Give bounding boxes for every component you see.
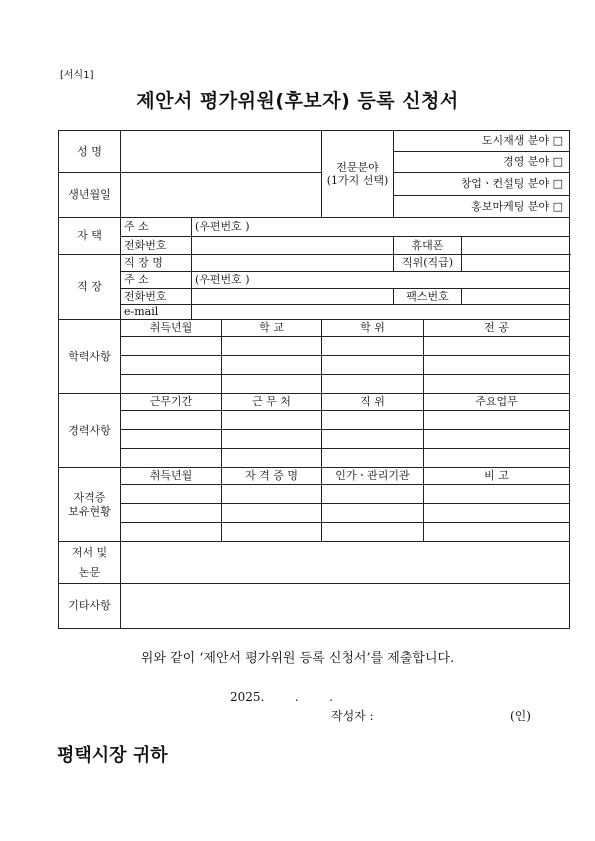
- home-label: 자 택: [59, 218, 121, 255]
- birth-date-label: 생년월일: [59, 173, 121, 218]
- education-header: 전 공: [424, 320, 570, 337]
- education-cell[interactable]: [322, 337, 424, 356]
- education-label: 학력사항: [59, 320, 121, 394]
- certification-label-line1: 자격증: [73, 491, 106, 505]
- name-label: 성 명: [59, 131, 121, 173]
- specialty-label: [322, 131, 394, 218]
- certification-header: 자 격 증 명: [222, 468, 322, 485]
- education-cell[interactable]: [121, 356, 222, 375]
- work-address-label: 주 소: [121, 272, 192, 289]
- education-cell[interactable]: [424, 356, 570, 375]
- work-label: 직 장: [59, 255, 121, 320]
- certification-cell[interactable]: [322, 485, 424, 504]
- career-cell[interactable]: [322, 411, 424, 430]
- home-phone-label: 전화번호: [121, 237, 192, 255]
- mobile-label: 휴대폰: [394, 237, 462, 255]
- publications-label-line1: 저서 및: [71, 545, 108, 559]
- education-row: [59, 375, 570, 394]
- education-cell[interactable]: [424, 375, 570, 394]
- birth-date-field[interactable]: [121, 173, 322, 218]
- certification-cell[interactable]: [121, 504, 222, 523]
- certification-cell[interactable]: [424, 504, 570, 523]
- career-row: [59, 411, 570, 430]
- education-cell[interactable]: [222, 337, 322, 356]
- employer-field[interactable]: [192, 255, 394, 272]
- education-header: 학 교: [222, 320, 322, 337]
- email-field[interactable]: [192, 305, 570, 320]
- career-cell[interactable]: [322, 449, 424, 468]
- submission-date[interactable]: 2025. . .: [230, 690, 334, 704]
- certification-row: [59, 485, 570, 504]
- career-label: 경력사항: [59, 394, 121, 468]
- other-field[interactable]: [121, 584, 570, 629]
- career-cell[interactable]: [424, 411, 570, 430]
- education-row: [59, 356, 570, 375]
- work-phone-label: 전화번호: [121, 289, 192, 305]
- publications-label-line2: 논문: [78, 565, 101, 579]
- education-cell[interactable]: [222, 375, 322, 394]
- specialty-option-startup-consulting[interactable]: 창업ㆍ컨설팅 분야 □: [394, 173, 570, 196]
- position-label: 직위(직급): [394, 255, 462, 272]
- certification-cell[interactable]: [424, 523, 570, 542]
- certification-cell[interactable]: [121, 485, 222, 504]
- certification-header: 취득년월: [121, 468, 222, 485]
- education-cell[interactable]: [121, 337, 222, 356]
- career-cell[interactable]: [424, 449, 570, 468]
- home-address-field[interactable]: (우편번호 ): [192, 218, 570, 237]
- fax-label: 팩스번호: [394, 289, 462, 305]
- career-row: [59, 430, 570, 449]
- education-cell[interactable]: [121, 375, 222, 394]
- specialty-label-text: 전문분야: [336, 160, 379, 174]
- career-header: 근무기간: [121, 394, 222, 411]
- mobile-field[interactable]: [462, 237, 570, 255]
- name-field[interactable]: [121, 131, 322, 173]
- seal-label: (인): [510, 709, 531, 723]
- registration-form-table: [58, 130, 570, 629]
- career-cell[interactable]: [121, 449, 222, 468]
- education-header: 학 위: [322, 320, 424, 337]
- position-field[interactable]: [462, 255, 570, 272]
- career-row: [59, 449, 570, 468]
- certification-label-line2: 보유현황: [68, 504, 111, 518]
- document-title: 제안서 평가위원(후보자) 등록 신청서: [136, 90, 459, 112]
- education-cell[interactable]: [222, 356, 322, 375]
- employer-label: 직 장 명: [121, 255, 192, 272]
- specialty-option-urban-regeneration[interactable]: 도시재생 분야 □: [394, 131, 570, 152]
- certification-cell[interactable]: [222, 523, 322, 542]
- certification-label: [59, 468, 121, 542]
- certification-header: 인가ㆍ관리기관: [322, 468, 424, 485]
- home-address-label: 주 소: [121, 218, 192, 237]
- certification-cell[interactable]: [424, 485, 570, 504]
- career-cell[interactable]: [121, 411, 222, 430]
- specialty-option-management[interactable]: 경영 분야 □: [394, 152, 570, 173]
- certification-cell[interactable]: [222, 485, 322, 504]
- certification-cell[interactable]: [121, 523, 222, 542]
- closing-statement: 위와 같이 ‘제안서 평가위원 등록 신청서’를 제출합니다.: [140, 651, 455, 666]
- career-cell[interactable]: [222, 430, 322, 449]
- publications-label: [59, 542, 121, 584]
- certification-row: [59, 504, 570, 523]
- education-cell[interactable]: [424, 337, 570, 356]
- other-label: 기타사항: [59, 584, 121, 629]
- work-address-field[interactable]: (우편번호 ): [192, 272, 570, 289]
- education-cell[interactable]: [322, 356, 424, 375]
- career-cell[interactable]: [424, 430, 570, 449]
- author-label: 작성자 :: [331, 709, 374, 723]
- specialty-option-pr-marketing[interactable]: 홍보마케팅 분야 □: [394, 196, 570, 218]
- career-cell[interactable]: [222, 411, 322, 430]
- publications-field[interactable]: [121, 542, 570, 584]
- education-header: 취득년월: [121, 320, 222, 337]
- certification-cell[interactable]: [322, 504, 424, 523]
- work-phone-field[interactable]: [192, 289, 394, 305]
- career-cell[interactable]: [322, 430, 424, 449]
- form-number-label: [서식1]: [60, 70, 94, 81]
- career-header: 직 위: [322, 394, 424, 411]
- education-row: [59, 337, 570, 356]
- career-header: 근 무 처: [222, 394, 322, 411]
- career-cell[interactable]: [121, 430, 222, 449]
- email-label: e-mail: [121, 305, 192, 320]
- fax-field[interactable]: [462, 289, 570, 305]
- career-cell[interactable]: [222, 449, 322, 468]
- career-header: 주요업무: [424, 394, 570, 411]
- addressee: 평택시장 귀하: [57, 745, 168, 766]
- certification-row: [59, 523, 570, 542]
- certification-header: 비 고: [424, 468, 570, 485]
- education-cell[interactable]: [322, 375, 424, 394]
- certification-cell[interactable]: [322, 523, 424, 542]
- home-phone-field[interactable]: [192, 237, 394, 255]
- specialty-note: (1가지 선택): [326, 174, 389, 187]
- certification-cell[interactable]: [222, 504, 322, 523]
